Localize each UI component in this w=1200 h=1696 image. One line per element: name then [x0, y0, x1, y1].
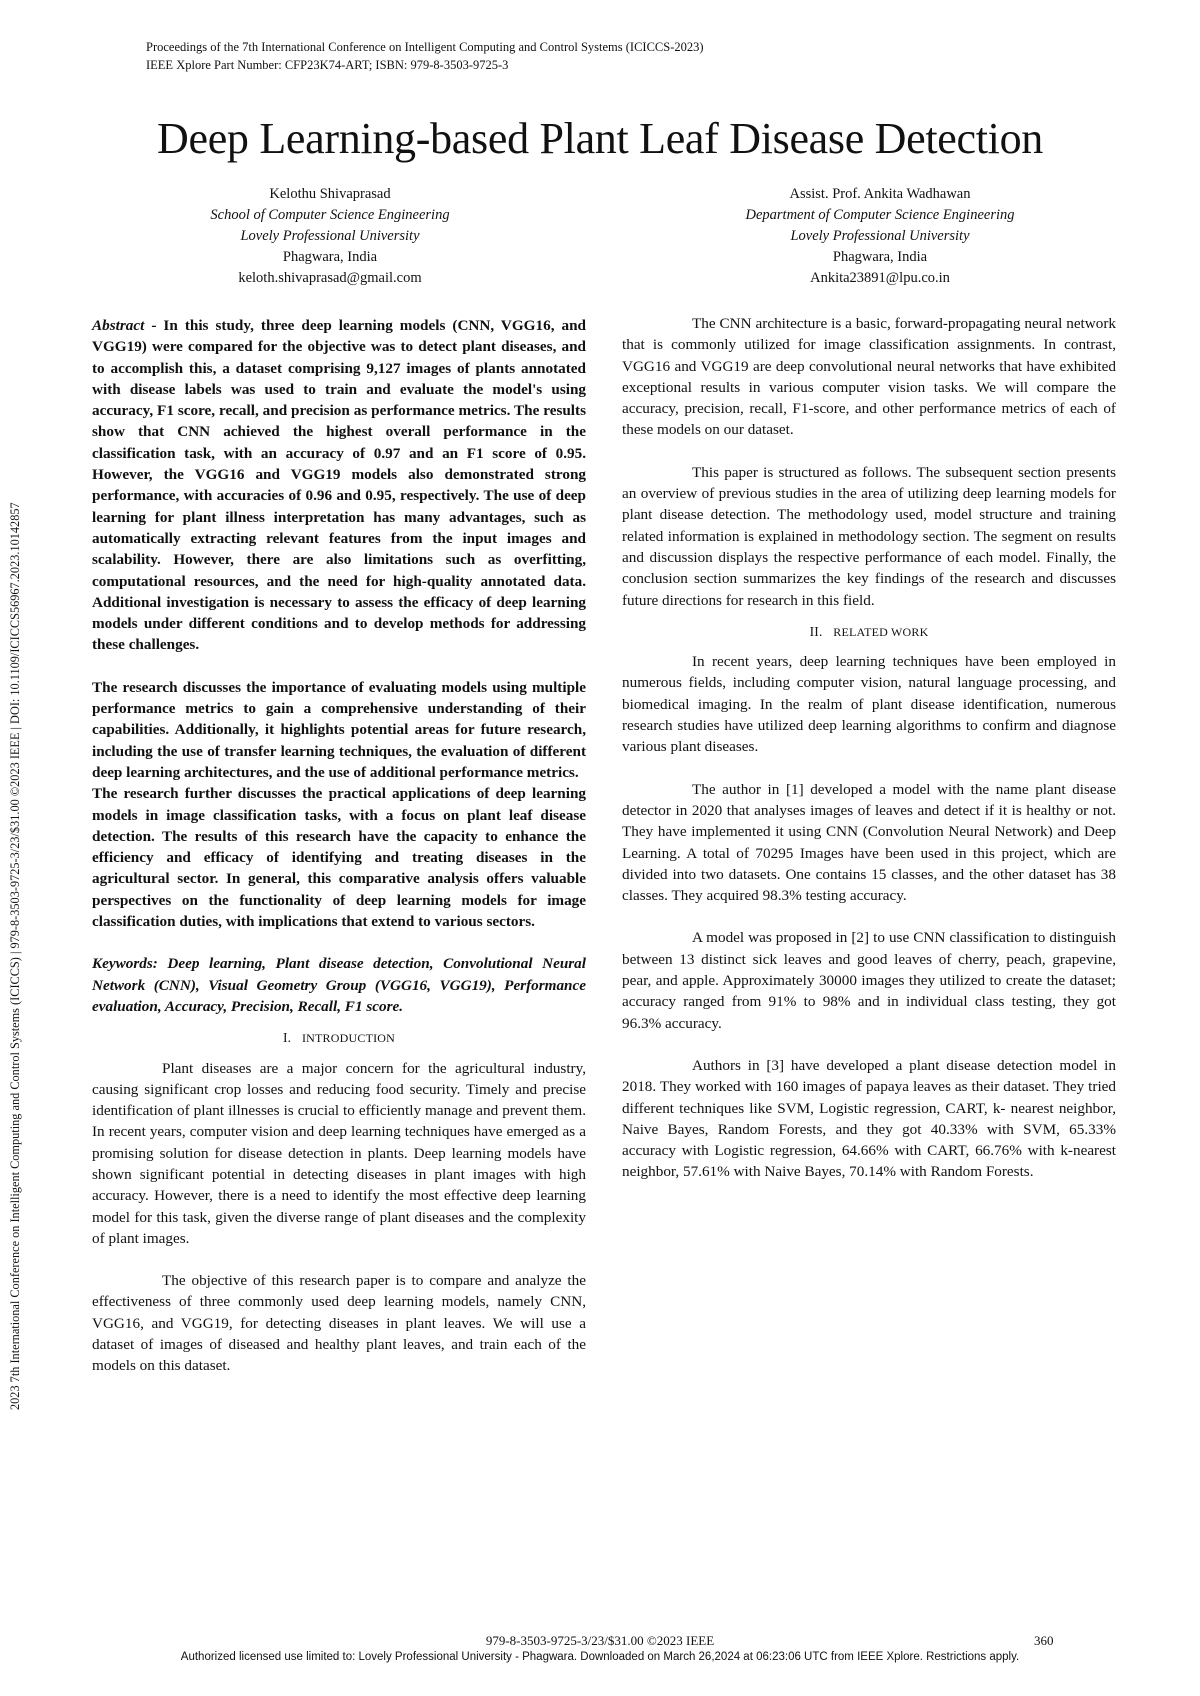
related-paragraph-3: A model was proposed in [2] to use CNN classification to distinguish between 13 distinct sick leaves and good leaves of cherry, peach, grapevine, pear, and apple. Approximately 30000 images they utilized to create the dataset; accuracy ranged from 91% to 98% and in individual class testing, they got 96.3% accuracy. [622, 929, 1116, 1032]
abstract-text: - In this study, three deep learning models (CNN, VGG16, and VGG19) were compared for the objective was to detect plant diseases, and to accomplish this, a dataset comprising 9,127 images of plants annotated with disease labels was used to train and evaluate the model's using accuracy, F1 score, recall, and precision as performance metrics. The results show that CNN achieved the highest overall performance in the classification task, with an accuracy of 0.97 and an F1 score of 0.95. However, the VGG16 and VGG19 models also demonstrated strong performance, with accuracies of 0.96 and 0.95, respectively. The use of deep learning for plant illness interpretation has many advantages, such as automatically extracting relevant features from the input images and scalability. However, there are also limitations such as overfitting, computational resources, and the need for high-quality annotated data. Additional investigation is necessary to assess the efficacy of deep learning models under different conditions and to develop methods for addressing these challenges. [92, 317, 586, 654]
section-title: INTRODUCTION [301, 1031, 396, 1046]
intro-paragraph-3: The CNN architecture is a basic, forward-propagating neural network that is commonly utilized for image classification assignments. In contrast, VGG16 and VGG19 are deep convolutional neural networks that have exhibited exceptional results in various computer vision tasks. We will compare the accuracy, precision, recall, F1-score, and other performance metrics of each of these models on our dataset. [622, 315, 1116, 439]
section-title: RELATED WORK [833, 624, 929, 639]
paper-title: Deep Learning-based Plant Leaf Disease Detection [157, 114, 1043, 163]
keywords-label: Keywords: [92, 955, 158, 973]
author-department: School of Computer Science Engineering [210, 207, 450, 223]
section-heading-introduction [92, 1027, 586, 1049]
intro-paragraph-4: This paper is structured as follows. The subsequent section presents an overview of previous studies in the area of utilizing deep learning models for plant disease detection. The methodology used, model structure and training related information is explained in methodology section. The segment on results and discussion displays the respective performance of each model. Finally, the conclusion section summarizes the key findings of the research and discusses future directions for research in this field. [622, 463, 1116, 609]
author-name: Kelothu Shivaprasad [269, 186, 391, 202]
abstract-label: Abstract [92, 317, 145, 334]
keywords-paragraph [92, 953, 586, 1017]
left-column [92, 315, 586, 1377]
running-header-part-number: IEEE Xplore Part Number: CFP23K74-ART; ISBN: 979-8-3503-9725-3 [146, 58, 509, 72]
page-number: 360 [1034, 1633, 1054, 1648]
abstract-paragraph [92, 315, 586, 656]
author-block-2 [660, 184, 1100, 289]
author-block-1 [110, 184, 550, 289]
right-column [622, 313, 1116, 1183]
keywords-text: Deep learning, Plant disease detection, Convolutional Neural Network (CNN), Visual Geometry Group (VGG16, VGG19), Performance evaluation, Accuracy, Precision, Recall, F1 score. [92, 955, 586, 1015]
author-university: Lovely Professional University [790, 228, 970, 244]
footer-license: Authorized licensed use limited to: Lovely Professional University - Phagwara. Downloaded on March 26,2024 at 06:23:06 UTC from IEEE Xplore. Restrictions apply. [180, 1651, 1020, 1663]
author-department: Department of Computer Science Engineering [745, 207, 1015, 223]
intro-paragraph-2: The objective of this research paper is to compare and analyze the effectiveness of three commonly used deep learning models, namely CNN, VGG16, and VGG19, for detecting diseases in plant leaves. We will use a dataset of images of diseased and healthy plant leaves, and train each of the models on this dataset. [92, 1272, 586, 1375]
abstract-paragraph-2: The research discusses the importance of evaluating models using multiple performance metrics to gain a comprehensive understanding of their capabilities. Additionally, it highlights potential areas for future research, including the use of transfer learning techniques, the evaluation of different deep learning architectures, and the use of additional performance metrics. [92, 678, 586, 781]
abstract-paragraph-3: The research further discusses the practical applications of deep learning models in image classification tasks, with a focus on plant leaf disease detection. The results of this research have the capacity to enhance the efficiency and efficacy of identifying and treating diseases in the agricultural sector. In general, this comparative analysis offers valuable perspectives on the functionality of deep learning models for image classification duties, with implications that extend to various sectors. [92, 785, 586, 931]
author-location: Phagwara, India [832, 249, 928, 265]
section-heading-related-work [622, 621, 1116, 643]
related-paragraph-1: In recent years, deep learning techniques have been employed in numerous fields, including computer vision, natural language processing, and biomedical imaging. In the realm of plant disease identification, numerous research studies have utilized deep learning algorithms to confirm and diagnose various plant diseases. [622, 653, 1116, 756]
author-name: Assist. Prof. Ankita Wadhawan [789, 186, 971, 202]
intro-paragraph-1: Plant diseases are a major concern for the agricultural industry, causing significant crop losses and reducing food security. Timely and precise identification of plant illnesses is crucial to efficiently manage and prevent them. In recent years, computer vision and deep learning techniques have emerged as a promising solution for disease detection in plants. Deep learning models have shown significant potential in detecting diseases in plant images with high accuracy. However, there is a need to identify the most effective deep learning model for this task, given the diverse range of plant diseases and the complexity of plant images. [92, 1059, 586, 1247]
running-header-proceedings: Proceedings of the 7th International Conference on Intelligent Computing and Control Systems (ICICCS-2023) [146, 40, 704, 54]
section-number: I. [282, 1030, 292, 1046]
related-paragraph-4: Authors in [3] have developed a plant disease detection model in 2018. They worked with 160 images of papaya leaves as their dataset. They tried different techniques like SVM, Logistic regression, CART, k- nearest neighbor, Naive Bayes, Random Forests, and they got 40.33% with SVM, 65.33% accuracy with Logistic regression, 64.66% with CART, 66.76% with k-nearest neighbor, 57.61% with Naive Bayes, 70.14% with Random Forests. [622, 1056, 1116, 1181]
section-number: II. [809, 623, 823, 639]
footer-copyright: 979-8-3503-9725-3/23/$31.00 ©2023 IEEE [485, 1633, 715, 1648]
related-paragraph-2: The author in [1] developed a model with the name plant disease detector in 2020 that analyses images of leaves and detect if it is healthy or not. They have implemented it using CNN (Convolution Neural Network) and Deep Learning. A total of 70295 Images have been used in this project, which are divided into two datasets. One contains 15 classes, and the other dataset has 38 classes. They acquired 98.3% testing accuracy. [622, 780, 1116, 905]
author-location: Phagwara, India [282, 249, 378, 265]
doi-sidebar: 2023 7th International Conference on Intelligent Computing and Control Systems (ICICCS) | 979-8-3503-9725-3/23/$31.00 ©2023 IEEE | DOI: 10.1109/ICICCS56967.2023.10142857 [8, 502, 22, 1410]
author-university: Lovely Professional University [240, 228, 420, 244]
author-email: keloth.shivaprasad@gmail.com [238, 270, 422, 286]
author-email: Ankita23891@lpu.co.in [810, 270, 950, 286]
